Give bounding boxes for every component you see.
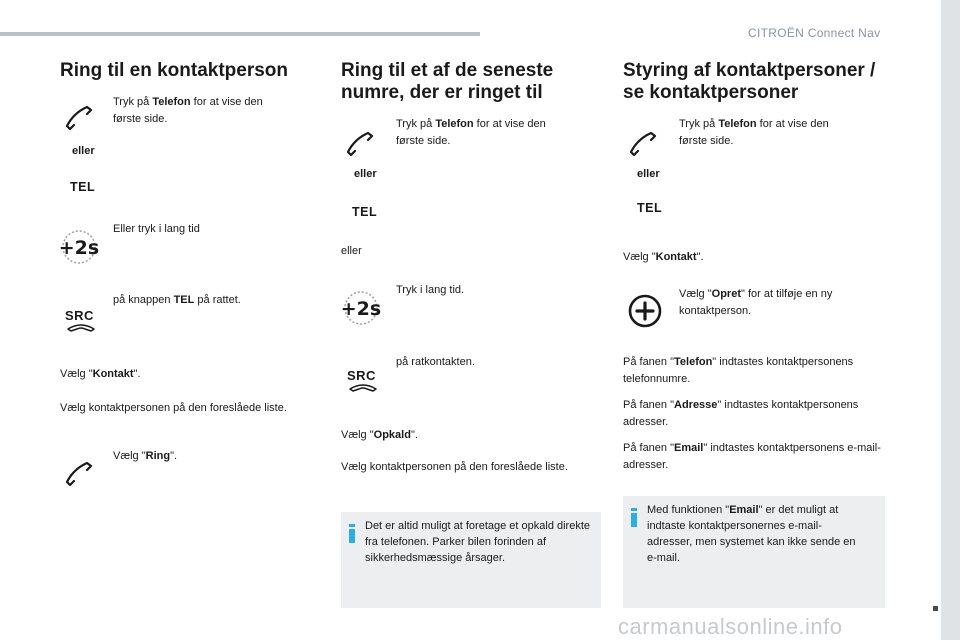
info-icon (631, 508, 637, 527)
col3-para2: På fanen "Telefon" indtastes kontaktpersonens telefonnumre. (623, 356, 854, 385)
col3-para1: Vælg "Kontakt". (623, 251, 704, 263)
col3-info-note (623, 496, 885, 608)
col2-note-text: Det er altid muligt at foretage et opkald direkte fra telefonen. Parker bilen forinden af sikkerhedsmæssige årsager. (365, 520, 591, 564)
phone-handset-icon (344, 130, 378, 156)
page-number: 31 (923, 612, 937, 626)
phone-handset-icon (63, 460, 97, 486)
col2-step1-text: Tryk på Telefon for at vise den første side. (396, 118, 546, 147)
col1-tel-label: TEL (70, 180, 96, 194)
col1-para2: Vælg kontaktpersonen på den foreslåede liste. (60, 402, 287, 414)
watermark: carmanualsonline.info (618, 614, 843, 639)
col3-step2-text: Vælg "Opret" for at tilføje en ny kontaktperson. (679, 288, 833, 317)
col1-step2-text: Eller tryk i lang tid (113, 223, 200, 235)
col2-step2-text: Tryk i lang tid. (396, 284, 465, 296)
src-button-icon (66, 322, 96, 332)
col3-note-text: Med funktionen "Email" er det muligt at indtaste kontaktpersonernes e-mail-adresser, men systemet kan ikke sende en e-mail. (647, 504, 856, 564)
phone-handset-icon (627, 130, 661, 156)
col2-tel-label: TEL (352, 205, 378, 219)
col1-para1: Vælg "Kontakt". (60, 368, 141, 380)
phone-handset-icon (63, 104, 97, 130)
col2-title: Ring til et af de seneste numre, der er ringet til (341, 60, 554, 103)
col1-or-label: eller (72, 145, 95, 157)
col2-or-text: eller (341, 245, 362, 257)
col2-or-label: eller (354, 168, 377, 180)
col2-para1: Vælg "Opkald". (341, 429, 418, 441)
col3-title: Styring af kontaktpersoner / se kontaktpersoner (623, 60, 876, 103)
col1-title: Ring til en kontaktperson (60, 60, 289, 81)
col3-tel-label: TEL (637, 201, 663, 215)
brand-label: CITROËN Connect Nav (748, 26, 881, 40)
col1-step3-text: på knappen TEL på rattet. (113, 294, 241, 306)
src-button-icon (348, 382, 378, 392)
plus-circle-icon (628, 294, 662, 328)
col2-src-label: SRC (347, 368, 376, 383)
plus-2s-badge-icon (56, 228, 102, 266)
page-marker (933, 606, 938, 611)
col2-para2: Vælg kontaktpersonen på den foreslåede liste. (341, 461, 568, 473)
col3-para3: På fanen "Adresse" indtastes kontaktpersonens adresser. (623, 399, 859, 428)
col1-step4-text: Vælg "Ring". (113, 450, 178, 462)
plus-2s-badge-icon (338, 289, 384, 327)
side-strip (941, 0, 960, 640)
col2-badge-text: +2s (340, 298, 382, 320)
col3-step1-text: Tryk på Telefon for at vise den første side. (679, 118, 829, 147)
col1-step1-text: Tryk på Telefon for at vise den første side. (113, 96, 263, 125)
col1-src-label: SRC (65, 308, 94, 323)
col3-or-label: eller (637, 168, 660, 180)
header-rule (0, 32, 480, 36)
col2-step3-text: på ratkontakten. (396, 356, 475, 368)
col2-info-note (341, 512, 601, 608)
col3-para4: På fanen "Email" indtastes kontaktpersonens e-mail-adresser. (623, 442, 881, 471)
info-icon (349, 524, 355, 543)
col1-badge-text: +2s (58, 237, 100, 259)
